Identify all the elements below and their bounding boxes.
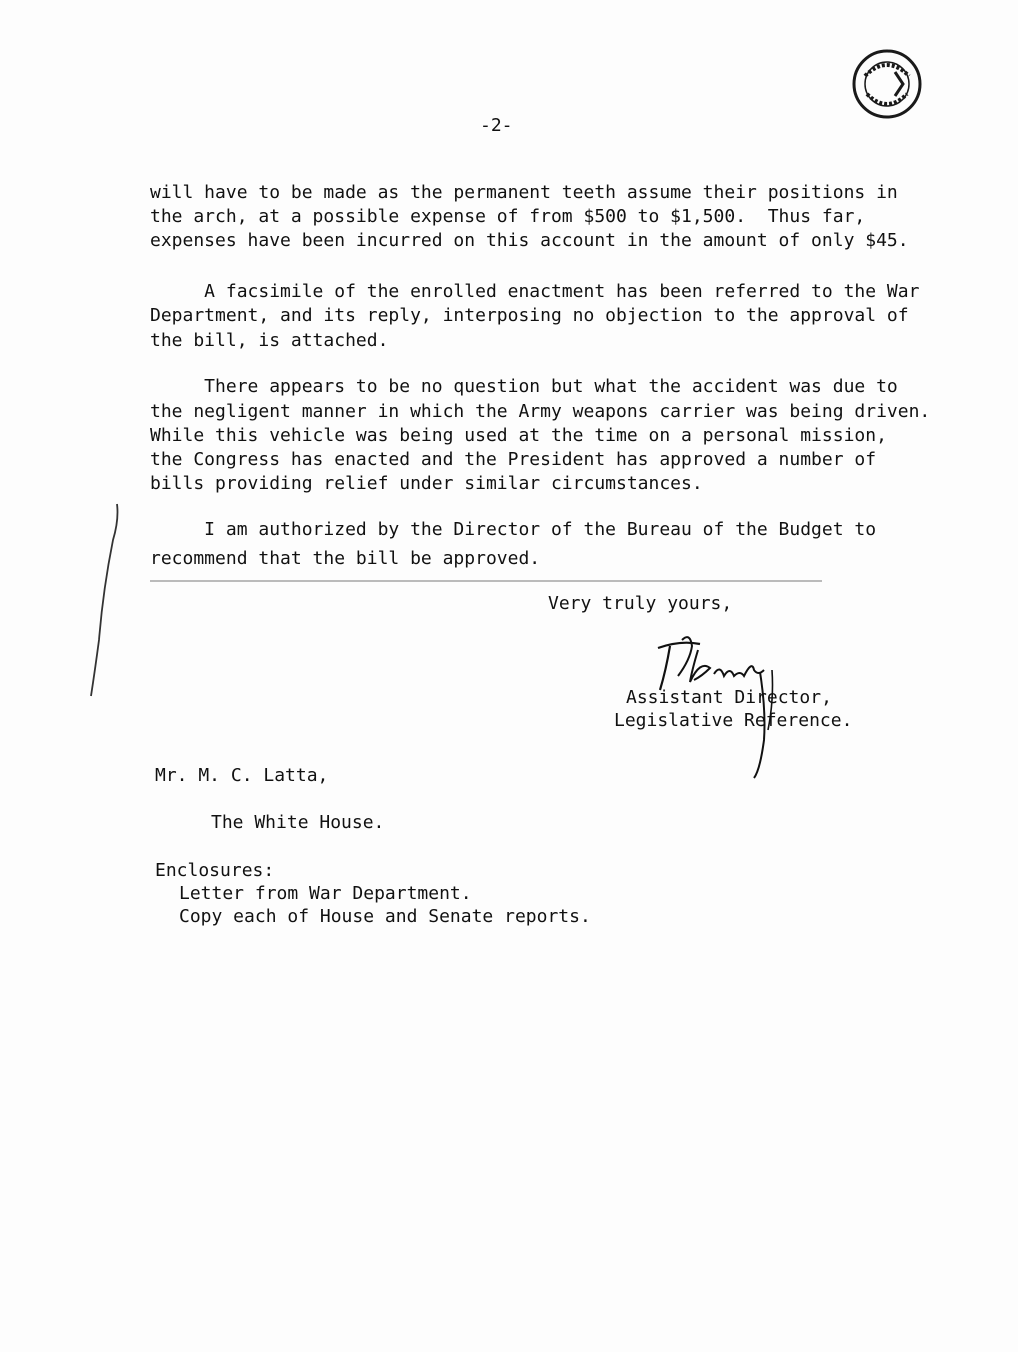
addressee-location: The White House. bbox=[211, 812, 385, 833]
signatory-office: Legislative Reference. bbox=[614, 710, 853, 731]
enclosures-heading: Enclosures: bbox=[155, 860, 275, 881]
body-line: While this vehicle was being used at the time on a personal mission, bbox=[150, 425, 887, 446]
addressee-name: Mr. M. C. Latta, bbox=[155, 765, 329, 786]
body-line: I am authorized by the Director of the Bureau of the Budget to bbox=[150, 519, 877, 540]
body-line: bills providing relief under similar circumstances. bbox=[150, 473, 703, 494]
body-line: Department, and its reply, interposing no objection to the approval of bbox=[150, 305, 909, 326]
signatory-title: Assistant Director, bbox=[626, 687, 832, 708]
body-line: expenses have been incurred on this account in the amount of only $45. bbox=[150, 230, 909, 251]
closing-salutation: Very truly yours, bbox=[548, 593, 733, 614]
body-line: the bill, is attached. bbox=[150, 330, 389, 351]
body-line: recommend that the bill be approved. bbox=[150, 548, 541, 569]
body-line: There appears to be no question but what the accident was due to bbox=[150, 376, 898, 397]
body-line: the Congress has enacted and the President has approved a number of bbox=[150, 449, 877, 470]
body-line: the negligent manner in which the Army weapons carrier was being driven. bbox=[150, 401, 931, 422]
enclosure-item: Letter from War Department. bbox=[179, 883, 472, 904]
enclosure-item: Copy each of House and Senate reports. bbox=[179, 906, 591, 927]
margin-pencil-mark-icon bbox=[85, 500, 125, 700]
body-line: A facsimile of the enrolled enactment has been referred to the War bbox=[150, 281, 920, 302]
underline-rule bbox=[150, 580, 822, 582]
body-line: the arch, at a possible expense of from $500 to $1,500. Thus far, bbox=[150, 206, 866, 227]
body-line: will have to be made as the permanent teeth assume their positions in bbox=[150, 182, 898, 203]
archive-stamp-icon bbox=[851, 48, 923, 120]
page-number: -2- bbox=[480, 115, 513, 136]
